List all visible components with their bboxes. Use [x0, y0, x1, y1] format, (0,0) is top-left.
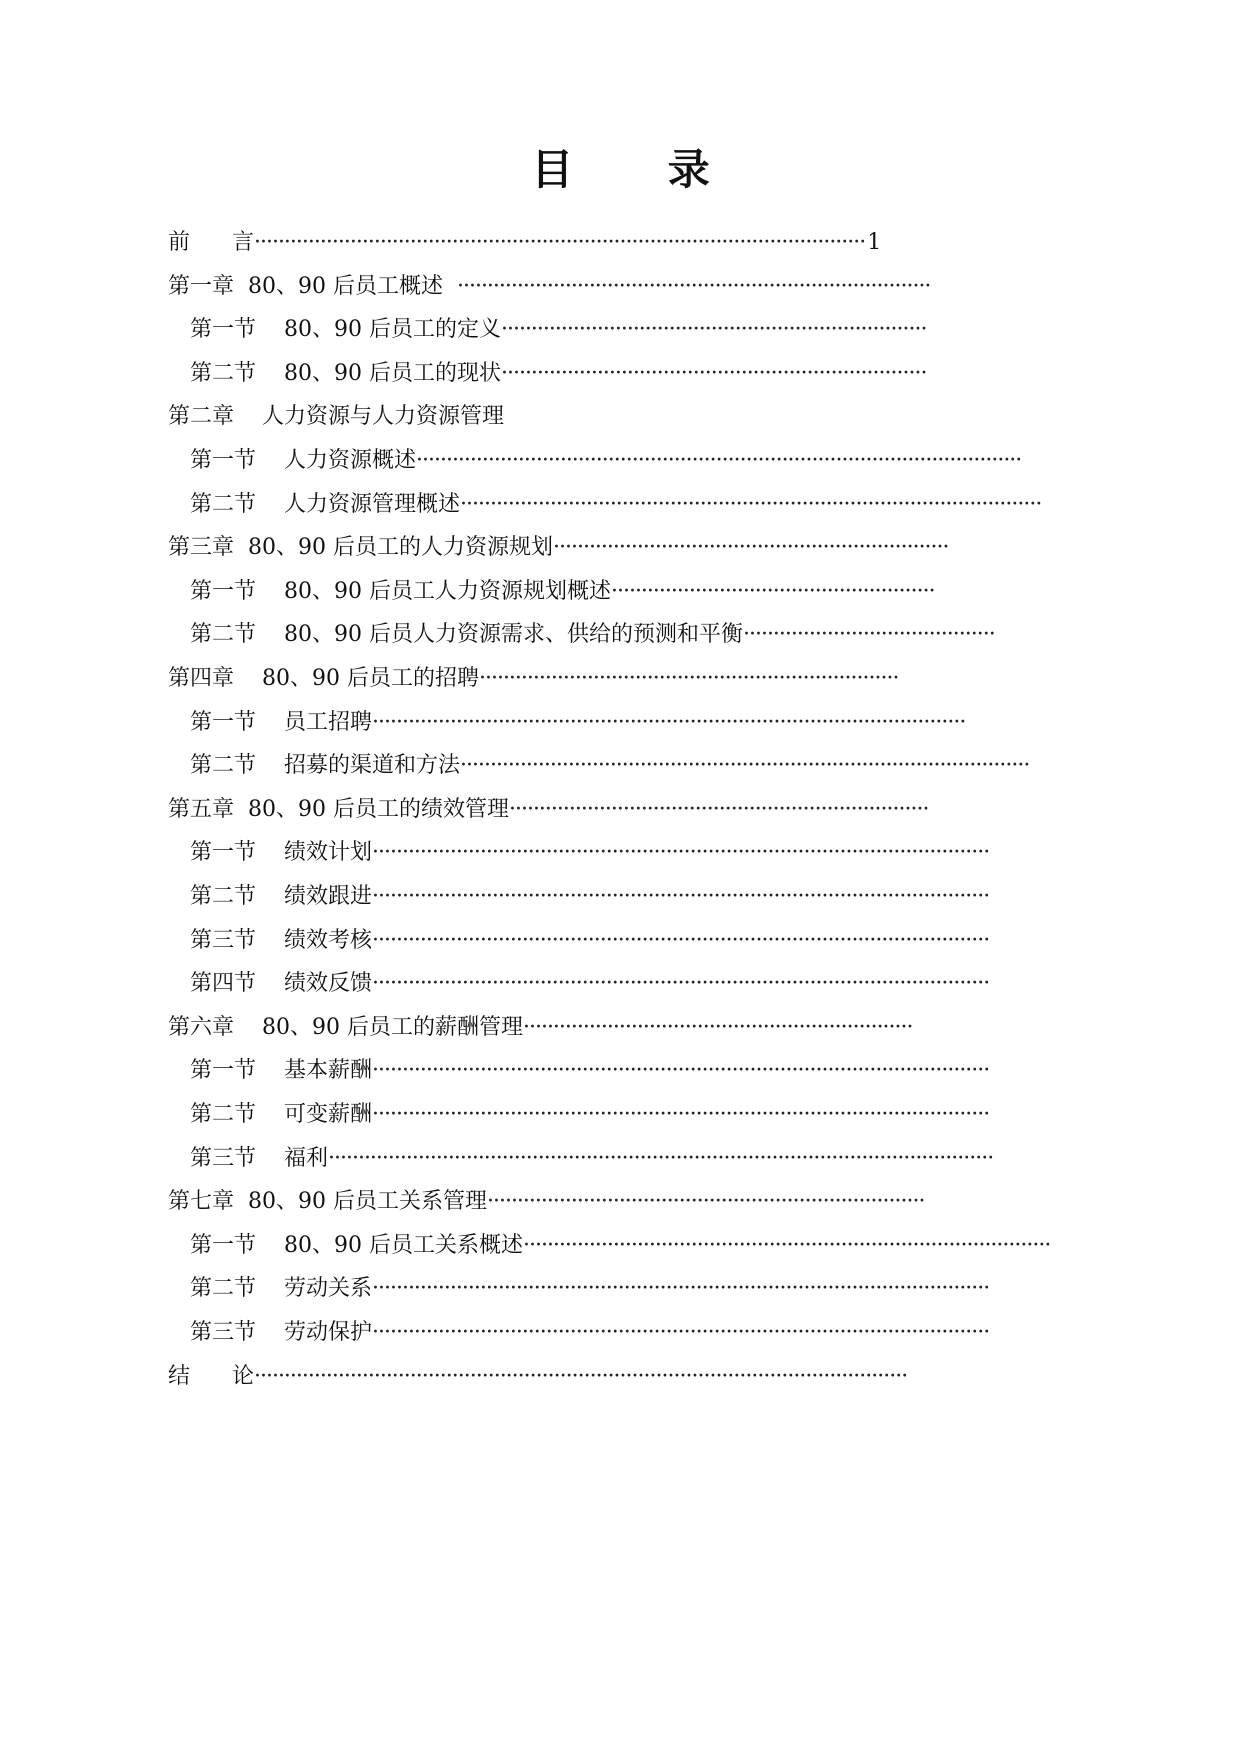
toc-entry[interactable] [168, 400, 506, 434]
toc-entry-title: 第二节 80、90 后员人力资源需求、供给的预测和平衡 [190, 622, 743, 647]
toc-entry[interactable] [190, 924, 990, 958]
toc-entry-title: 第五章 80、90 后员工的绩效管理 [168, 797, 509, 822]
toc-entry-title: 第三章 80、90 后员工的人力资源规划 [168, 535, 553, 560]
toc-dot-leader: ······························································································· [459, 753, 1030, 778]
toc-entry[interactable] [190, 836, 990, 870]
toc-dot-leader: ································································································· [459, 492, 1042, 517]
toc-dot-leader: ······································································································· [371, 1058, 990, 1083]
toc-entry-title: 第四节 绩效反馈 [190, 971, 372, 996]
toc-entry[interactable] [190, 749, 1030, 783]
toc-dot-leader: ······································································································· [371, 1320, 990, 1345]
toc-entry[interactable] [190, 967, 990, 1001]
toc-entry-title: 第二节 人力资源管理概述 [190, 492, 460, 517]
toc-dot-leader: ······································································································· [371, 971, 990, 996]
toc-entry[interactable] [168, 226, 881, 260]
toc-entry-title: 第二节 招募的渠道和方法 [190, 753, 460, 778]
toc-entry-title: 第一节 80、90 后员工关系概述 [190, 1233, 523, 1258]
toc-entry[interactable] [190, 313, 927, 347]
toc-entry-title: 第二章 人力资源与人力资源管理 [168, 404, 504, 429]
toc-entry[interactable] [190, 357, 927, 391]
toc-dot-leader: ····································································································· [415, 448, 1022, 473]
toc-dot-leader: ································································· [522, 1015, 913, 1040]
toc-entry-title: 第二节 可变薪酬 [190, 1102, 372, 1127]
toc-entry-title: 第六章 80、90 后员工的薪酬管理 [168, 1015, 523, 1040]
toc-entry[interactable] [168, 1011, 913, 1045]
toc-entry-title: 第一节 员工招聘 [190, 710, 372, 735]
toc-entry-title: 前 言 [168, 230, 254, 255]
toc-entry-title: 第一节 80、90 后员工的定义 [190, 317, 501, 342]
toc-entry-title: 第三节 福利 [190, 1146, 328, 1171]
toc-page-number: 1 [867, 230, 882, 255]
toc-title: 目 录 [531, 145, 750, 194]
toc-entry[interactable] [190, 1098, 990, 1132]
toc-dot-leader: ······································································ [478, 666, 899, 691]
toc-entry-title: 第一节 绩效计划 [190, 840, 372, 865]
toc-dot-leader: ·········································· [742, 622, 995, 647]
toc-entry[interactable] [190, 444, 1022, 478]
toc-dot-leader: ········································································· [486, 1189, 925, 1214]
toc-entry[interactable] [190, 1229, 1051, 1263]
toc-entry-title: 第七章 80、90 后员工关系管理 [168, 1189, 487, 1214]
toc-dot-leader: ······································································································· [371, 884, 990, 909]
toc-entry[interactable] [168, 531, 949, 565]
toc-entry[interactable] [168, 662, 901, 696]
toc-entry[interactable] [168, 1185, 925, 1219]
toc-dot-leader: ······································································································· [371, 1102, 990, 1127]
toc-entry-title: 第一节 基本薪酬 [190, 1058, 372, 1083]
toc-dot-leader: ······································································································· [371, 928, 990, 953]
toc-dot-leader: ······················································ [610, 579, 935, 604]
toc-entry-title: 第二节 80、90 后员工的现状 [190, 361, 501, 386]
toc-entry-title: 结 论 [168, 1364, 254, 1389]
toc-entry-title: 第一节 人力资源概述 [190, 448, 416, 473]
toc-dot-leader: ······································································································ [253, 230, 866, 255]
toc-entry-title: 第三节 绩效考核 [190, 928, 372, 953]
toc-dot-leader: ············································································································· [253, 1364, 908, 1389]
toc-dot-leader: ························································································ [522, 1233, 1051, 1258]
toc-entry[interactable] [190, 1054, 990, 1088]
toc-entry-title: 第一章 80、90 后员工概述 [168, 274, 457, 299]
toc-entry[interactable] [190, 488, 1042, 522]
toc-entry-title: 第二节 劳动关系 [190, 1276, 372, 1301]
toc-dot-leader: ······································································· [500, 317, 927, 342]
toc-entry[interactable] [168, 793, 929, 827]
toc-dot-leader: ··············································································· [456, 274, 931, 299]
toc-entry[interactable] [190, 1272, 990, 1306]
toc-entry-title: 第二节 绩效跟进 [190, 884, 372, 909]
toc-entry[interactable] [168, 270, 931, 304]
toc-entry-title: 第三节 劳动保护 [190, 1320, 372, 1345]
toc-entry[interactable] [168, 1360, 908, 1394]
toc-dot-leader: ·································································· [552, 535, 949, 560]
toc-entry-title: 第一节 80、90 后员工人力资源规划概述 [190, 579, 611, 604]
toc-entry[interactable] [190, 880, 990, 914]
toc-entry[interactable] [190, 1316, 990, 1350]
toc-entry[interactable] [190, 618, 995, 652]
toc-dot-leader: ··································································································· [371, 710, 966, 735]
toc-dot-leader: ······································································ [508, 797, 929, 822]
toc-entry[interactable] [190, 1142, 994, 1176]
toc-dot-leader: ······································································································· [371, 1276, 990, 1301]
toc-entry[interactable] [190, 706, 966, 740]
toc-dot-leader: ······································································································· [371, 840, 990, 865]
toc-entry[interactable] [190, 575, 935, 609]
toc-dot-leader: ··············································································································· [327, 1146, 994, 1171]
toc-dot-leader: ······································································· [500, 361, 927, 386]
toc-entry-title: 第四章 80、90 后员工的招聘 [168, 666, 479, 691]
